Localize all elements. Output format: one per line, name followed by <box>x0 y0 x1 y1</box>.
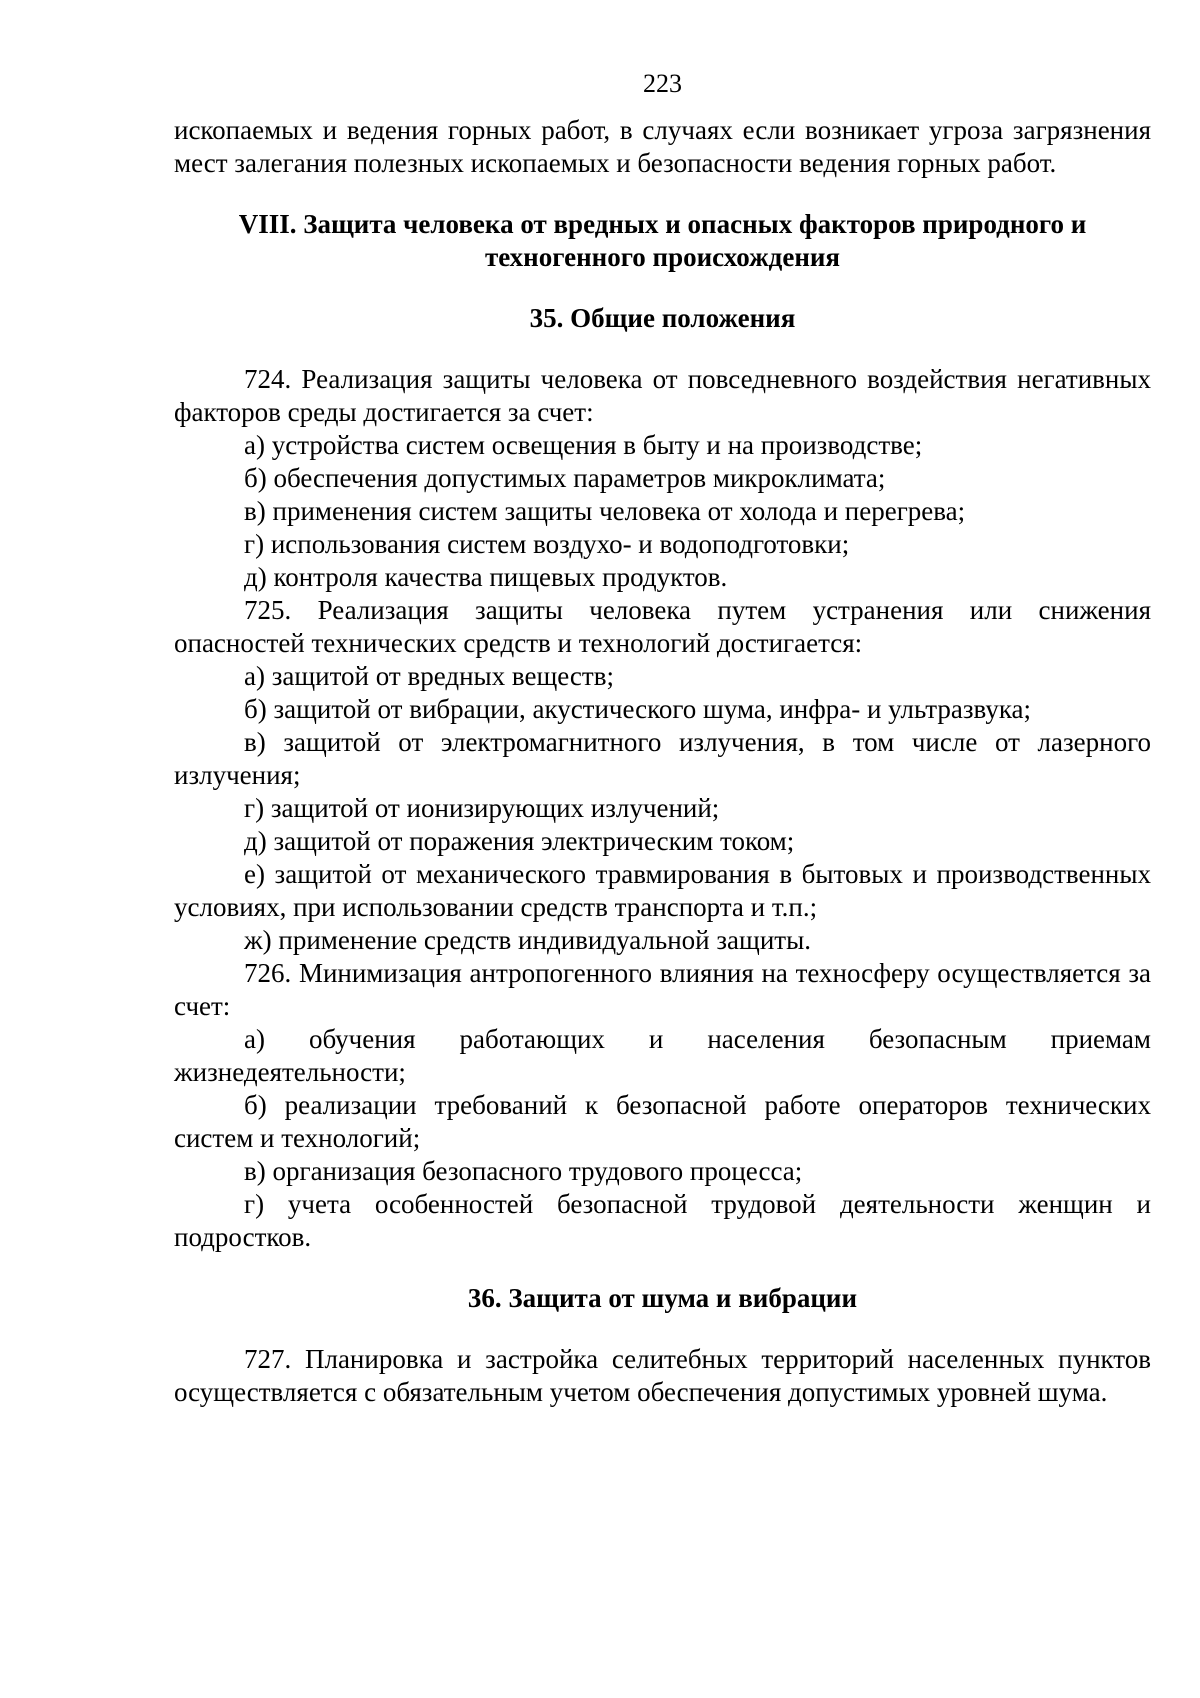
list-item: г) учета особенностей безопасной трудовой деятельности женщин и подростков. <box>174 1189 1151 1252</box>
section-35-body <box>174 363 1151 1254</box>
list-item: б) реализации требований к безопасной работе операторов технических систем и технологий; <box>174 1090 1151 1153</box>
paragraph: 725. Реализация защиты человека путем устранения или снижения опасностей технических средств и технологий достигается: <box>174 595 1151 658</box>
list-item: б) обеспечения допустимых параметров микроклимата; <box>244 463 886 493</box>
section-36-title: 36. Защита от шума и вибрации <box>467 1283 858 1313</box>
paragraph: 724. Реализация защиты человека от повседневного воздействия негативных факторов среды достигается за счет: <box>174 364 1151 427</box>
list-item: в) применения систем защиты человека от холода и перегрева; <box>244 496 966 526</box>
intro-paragraph: ископаемых и ведения горных работ, в случаях если возникает угроза загрязнения мест залегания полезных ископаемых и безопасности ведения горных работ. <box>174 115 1151 178</box>
paragraph: 726. Минимизация антропогенного влияния на техносферу осуществляется за счет: <box>174 958 1151 1021</box>
list-item: в) защитой от электромагнитного излучения, в том числе от лазерного излучения; <box>174 727 1151 790</box>
list-item: а) устройства систем освещения в быту и на производстве; <box>244 430 923 460</box>
chapter-title-line-1: VIII. Защита человека от вредных и опасных факторов природного и <box>238 209 1087 239</box>
list-item: г) использования систем воздухо- и водоподготовки; <box>244 529 850 559</box>
list-item: е) защитой от механического травмирования в бытовых и производственных условиях, при использовании средств транспорта и т.п.; <box>174 859 1151 922</box>
list-item: а) защитой от вредных веществ; <box>244 661 614 691</box>
list-item: ж) применение средств индивидуальной защиты. <box>244 925 811 955</box>
list-item: а) обучения работающих и населения безопасным приемам жизнедеятельности; <box>174 1024 1151 1087</box>
section-36-body <box>174 1343 1151 1409</box>
chapter-title-line-2: техногенного происхождения <box>484 242 841 272</box>
list-item: д) защитой от поражения электрическим током; <box>244 826 795 856</box>
paragraph: 727. Планировка и застройка селитебных территорий населенных пунктов осуществляется с обязательным учетом обеспечения допустимых уровней шума. <box>174 1344 1151 1407</box>
list-item: г) защитой от ионизирующих излучений; <box>244 793 720 823</box>
list-item: д) контроля качества пищевых продуктов. <box>244 562 728 592</box>
list-item: б) защитой от вибрации, акустического шума, инфра- и ультразвука; <box>244 694 1032 724</box>
page-number: 223 <box>643 69 682 98</box>
chapter-title <box>174 208 1151 274</box>
section-35-title: 35. Общие положения <box>529 303 796 333</box>
list-item: в) организация безопасного трудового процесса; <box>244 1156 803 1186</box>
